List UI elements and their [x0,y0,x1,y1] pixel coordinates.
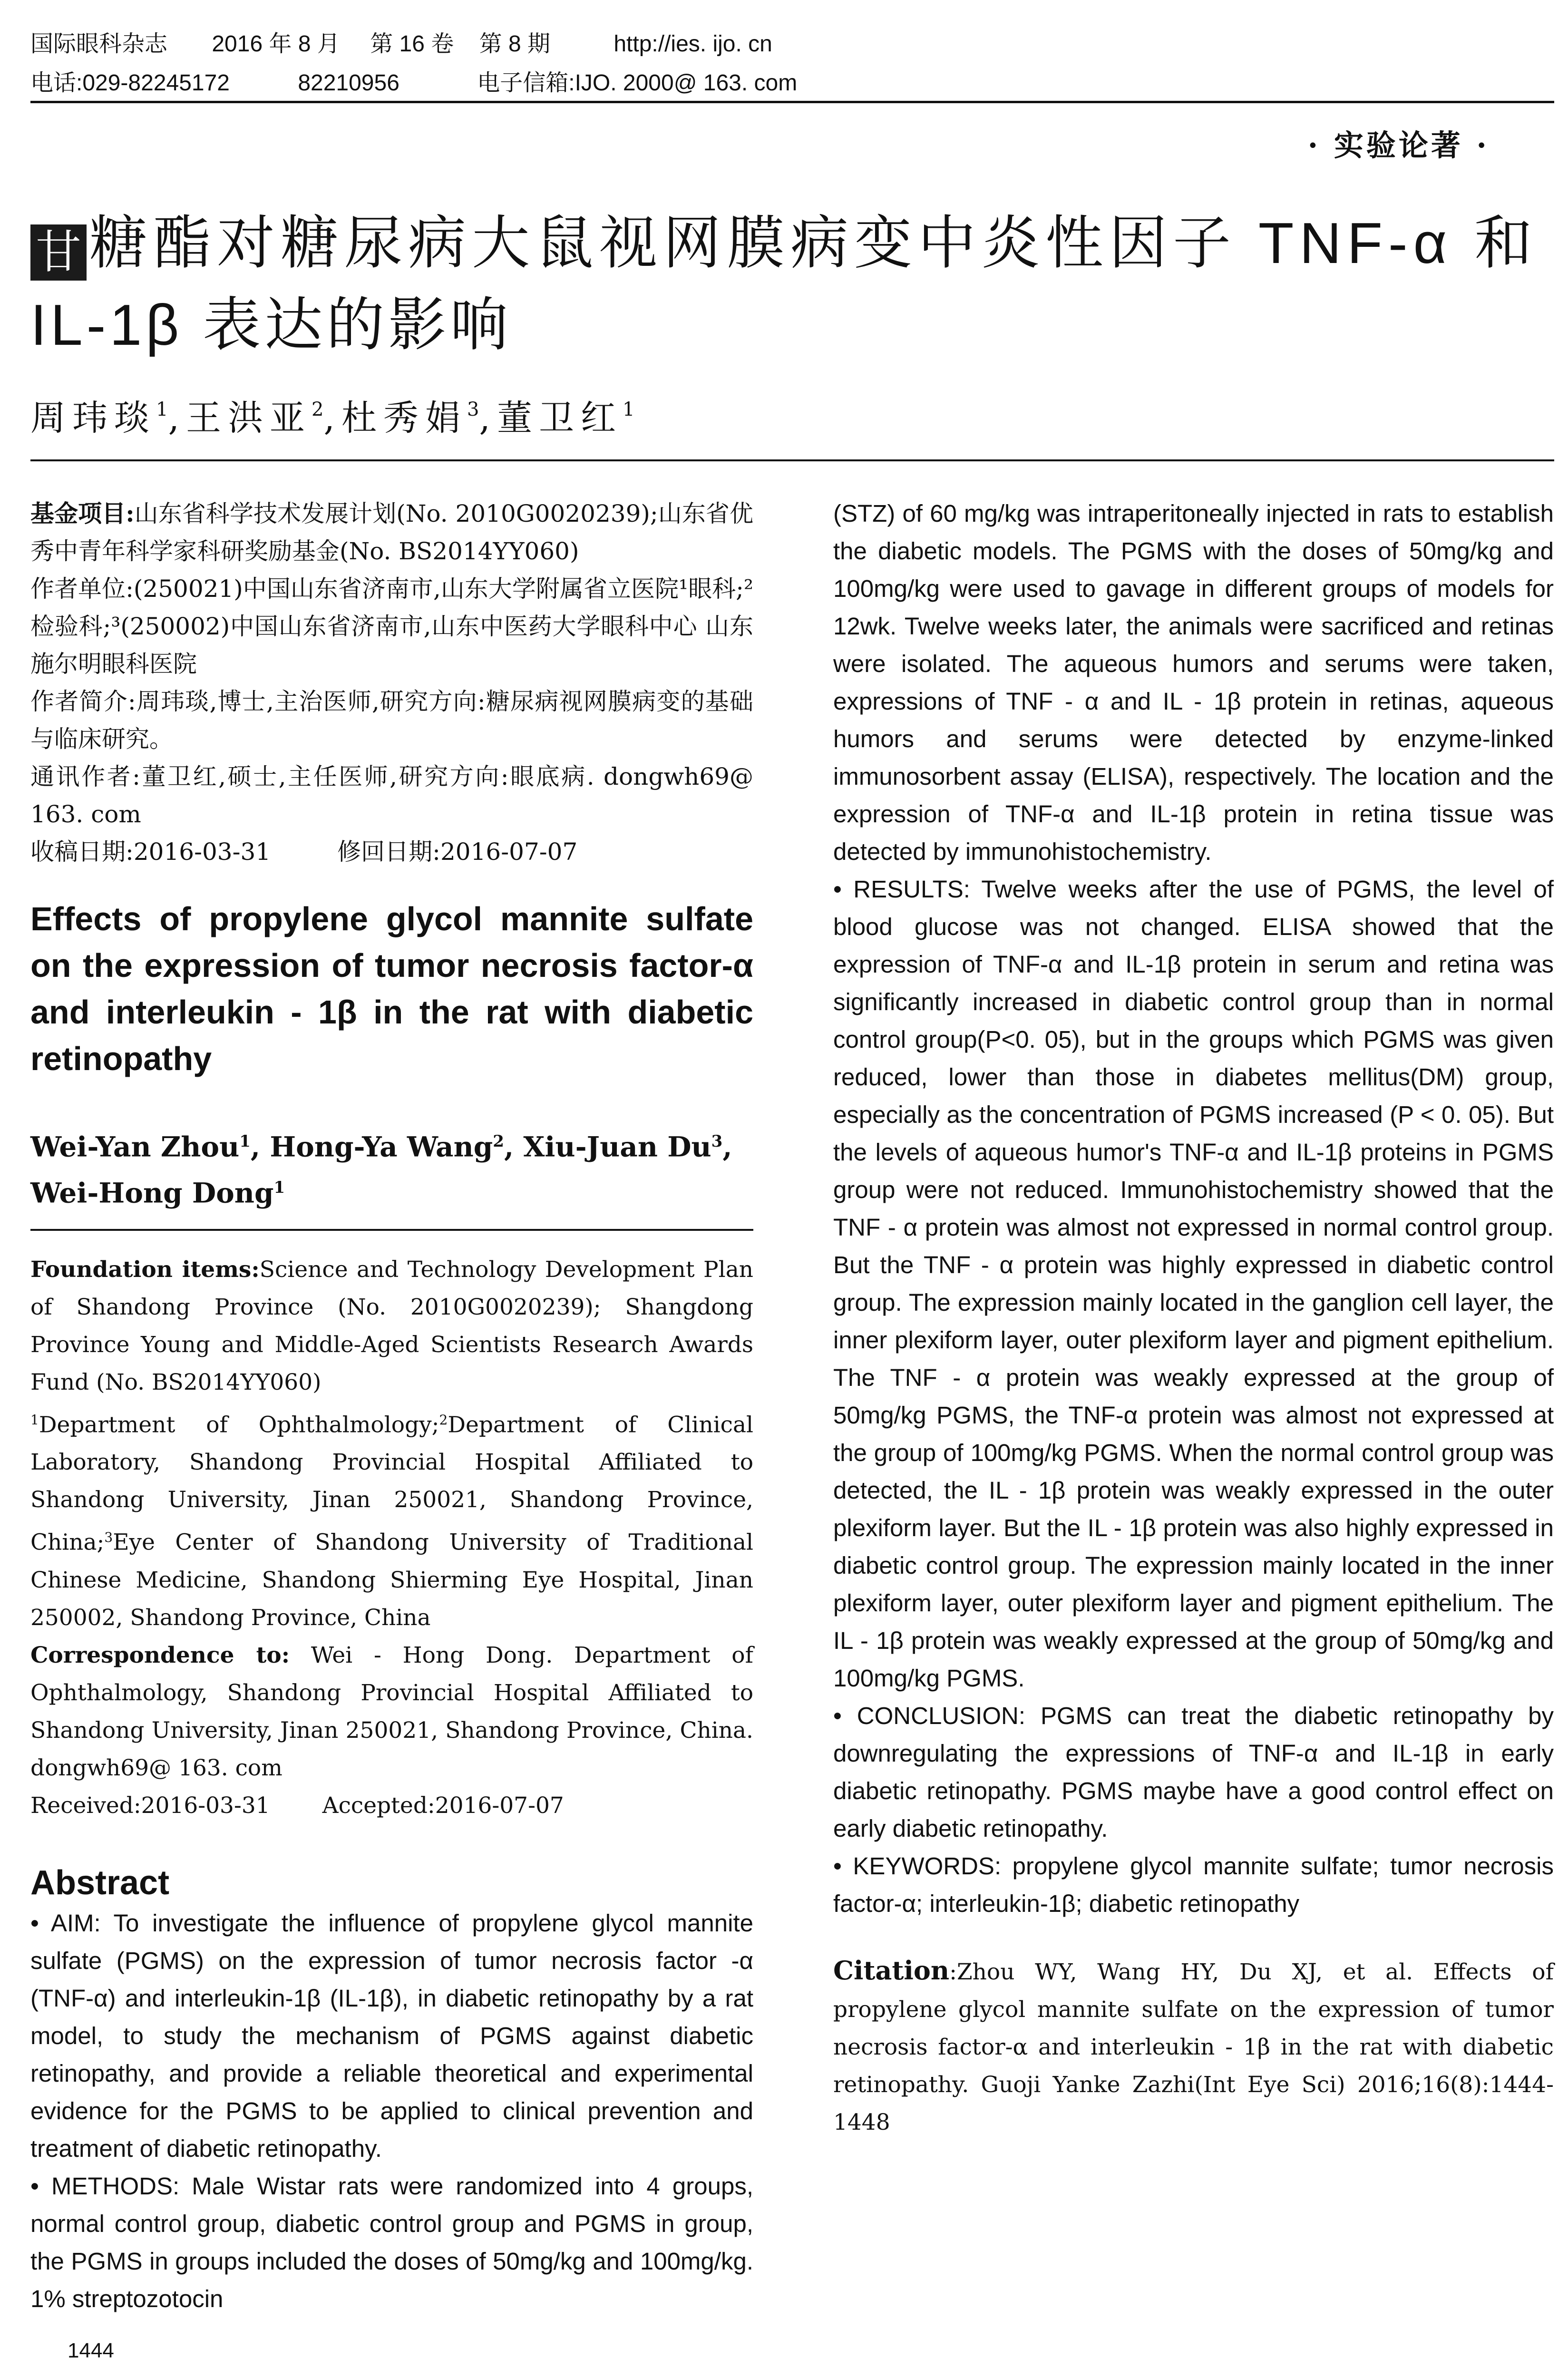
header-rule [30,101,1554,103]
author-name: 董卫红 [497,398,623,438]
section-label: · 实验论著 · [1307,128,1490,163]
abstract-keywords: • KEYWORDS: propylene glycol mannite sulfate; tumor necrosis factor-α; interleukin-1β; diabetic retinopathy [833,1852,1554,1917]
correspondence-label-en: Correspondence to: [30,1642,290,1668]
fund-text-cn: 山东省科学技术发展计划(No. 2010G0020239);山东省优秀中青年科学家科研奖励基金(No. BS2014YY060) [30,500,753,565]
accepted-date-en: Accepted:2016-07-07 [322,1792,564,1819]
journal-header [30,25,1552,103]
left-column [30,495,753,2318]
fund-label-cn: 基金项目: [30,499,135,527]
journal-url[interactable]: http://ies. ijo. cn [614,31,772,57]
author-bio-cn: 作者简介:周玮琰,博士,主治医师,研究方向:糖尿病视网膜病变的基础与临床研究。 [30,688,753,753]
phone: 电话:029-82245172 [30,70,230,96]
author-affiliation-mark: 3 [711,1132,723,1151]
abstract-right [833,495,1554,1922]
fund-label-en: Foundation items: [30,1256,260,1283]
author-en: Wei-Yan Zhou [30,1130,240,1163]
author-name: 周玮琰 [30,398,156,438]
author-en: Hong-Ya Wang [270,1130,493,1163]
author-affiliation-mark: 2 [493,1132,504,1151]
received-date-en: Received:2016-03-31 [30,1792,270,1819]
affiliation-2: Department of Clinical Laboratory, Shandong Provincial Hospital Affiliated to Shandong University, Jinan 250021, Shandong Province, China; [30,1412,753,1556]
abstract-methods-part-2: (STZ) of 60 mg/kg was intraperitoneally injected in rats to establish the diabetic models. The PGMS with the doses of 50mg/kg and 100mg/kg were used to gavage in different groups of models for 12wk. Twelve weeks later, the animals were sacrificed and retinas were isolated. The aqueous humors and serums were taken, expressions of TNF - α and IL - 1β protein in retinas, aqueous humors and serums were detected by enzyme-linked immunosorbent assay (ELISA), respectively. The location and the expression of TNF-α and IL-1β protein in retina tissue was detected by immunohistochemistry. [833,500,1554,865]
abstract-aim: • AIM: To investigate the influence of propylene glycol mannite sulfate (PGMS) on the expression of tumor necrosis factor -α (TNF-α) and interleukin-1β (IL-1β), in diabetic retinopathy by a rat model, to study the mechanism of PGMS against diabetic retinopathy, and provide a reliable theoretical and experimental evidence for the PGMS to be applied to clinical prevention and treatment of diabetic retinopathy. [30,1909,753,2162]
journal-email[interactable]: 电子信箱:IJO. 2000@ 163. com [477,70,798,96]
abstract-conclusion: • CONCLUSION: PGMS can treat the diabetic retinopathy by downregulating the expressions of TNF-α and IL-1β in early diabetic retinopathy. PGMS maybe have a good control effect on early diabetic retinopathy. [833,1702,1554,1842]
correspondence-text-en: Wei - Hong Dong. Department of Ophthalmology, Shandong Provincial Hospital Affiliated to Shandong University, Jinan 250021, Shandong Province, China. dongwh69@ 163. com [30,1642,753,1781]
abstract-heading: Abstract [30,1863,170,1902]
authors-rule [30,459,1554,461]
title-line-2: IL-1β 表达的影响 [30,292,512,357]
column-rule [30,1229,753,1231]
english-title: Effects of propylene glycol mannite sulfate on the expression of tumor necrosis factor-α and interleukin - 1β in the rat with diabetic retinopathy [30,900,753,1077]
volume: 第 16 卷 [370,31,454,57]
right-column [833,495,1554,2141]
author-affiliation-mark: 2 [311,399,324,420]
title-mark-icon: 甘 [30,224,87,281]
authors-cn: 周玮琰$^1$,王洪亚$^2$,杜秀娟$^3$,董卫红$^1$ [30,398,635,438]
journal-name: 国际眼科杂志 [30,31,168,57]
affiliation-1: Department of Ophthalmology; [39,1412,439,1438]
author-affiliation-mark: 3 [467,399,479,420]
title-line-1: 糖酯对糖尿病大鼠视网膜病变中炎性因子 TNF-α 和 [89,211,1539,275]
citation-text: :Zhou WY, Wang HY, Du XJ, et al. Effects of propylene glycol mannite sulfate on the expression of tumor necrosis factor-α and interleukin - 1β in the rat with diabetic retinopathy. Guoji Yanke Zazhi(Int Eye Sci) 2016;16(8):1444-1448 [833,1959,1554,2135]
fund-text-en: Science and Technology Development Plan of Shandong Province (No. 2010G0020239); Shangdong Province Young and Middle-Aged Scientists Research Awards Fund (No. BS2014YY060) [30,1256,753,1395]
issue-date: 2016 年 8 月 [212,31,340,57]
author-name: 王洪亚 [185,398,312,438]
phone-2: 82210956 [298,70,399,96]
abstract-methods-part-1: • METHODS: Male Wistar rats were randomized into 4 groups, normal control group, diabetic control group and PGMS in group, the PGMS in groups included the doses of 50mg/kg and 100mg/kg. 1% streptozotocin [30,2172,753,2312]
author-affiliation-mark: 1 [156,399,168,420]
author-affiliation-mark: 1 [273,1178,285,1198]
author-units-cn: 作者单位:(250021)中国山东省济南市,山东大学附属省立医院¹眼科;²检验科;³(250002)中国山东省济南市,山东中医药大学眼科中心 山东施尔明眼科医院 [30,575,753,678]
abstract-left [30,1904,753,2318]
author-en: Wei-Hong Dong [30,1177,274,1209]
authors-en: Wei-Yan Zhou$^1$, Hong-Ya Wang$^2$, Xiu-Juan Du$^3$, Wei-Hong Dong$^1$ [30,1130,732,1209]
citation-label: Citation [833,1955,950,1986]
citation [833,1952,1554,2141]
author-affiliation-mark: 1 [622,399,635,420]
english-metadata: Foundation items:Science and Technology Development Plan of Shandong Province (No. 2010G0020239); Shangdong Province Young and Middle-Aged Scientists Research Awards Fund (No. BS2014YY060) $^1$Department of Ophthalmology;$^2$Department of Clinical Laboratory, Shandong Provincial Hospital Affiliated to Shandong University, Jinan 250021, Shandong Province, China;$^3$Eye Center of Shandong University of Traditional Chinese Medicine, Shandong Shierming Eye Hospital, Jinan 250002, Shandong Province, China Correspondence to: Wei - Hong Dong. Department of Ophthalmology, Shandong Provincial Hospital Affiliated to Shandong University, Jinan 250021, Shandong Province, China. dongwh69@ 163. com Received:2016-03-31 Accepted:2016-07-07 [30,1256,753,1819]
page-number: 1444 [68,2339,114,2362]
author-name: 杜秀娟 [341,398,467,438]
author-affiliation-mark: 1 [239,1132,251,1151]
affiliation-3: Eye Center of Shandong University of Traditional Chinese Medicine, Shandong Shierming Eye Hospital, Jinan 250002, Shandong Province, China [30,1529,753,1631]
author-en: Xiu-Juan Du [523,1130,711,1163]
received-date-cn: 收稿日期:2016-03-31 [30,838,271,866]
revised-date-cn: 修回日期:2016-07-07 [337,838,578,866]
article-title [30,202,1557,366]
correspondence-cn: 通讯作者:董卫红,硕士,主任医师,研究方向:眼底病. dongwh69@ 163. com [30,763,753,828]
chinese-metadata [30,495,753,871]
issue: 第 8 期 [479,31,550,57]
abstract-results: • RESULTS: Twelve weeks after the use of PGMS, the level of blood glucose was not changed. ELISA showed that the expression of TNF-α and IL-1β protein in serum and retina was significantly increased in diabetic control group than in normal control group(P<0. 05), but in the groups which PGMS was given reduced, lower than those in diabetes mellitus(DM) group, especially as the concentration of PGMS increased (P < 0. 05). But the levels of aqueous humor's TNF-α and IL-1β proteins in PGMS group were not reduced. Immunohistochemistry showed that the TNF - α protein was almost not expressed in normal control group. But the TNF - α protein was highly expressed in diabetic control group. The expression mainly located in the ganglion cell layer, the inner plexiform layer, outer plexiform layer and pigment epithelium. The TNF - α protein was weakly expressed at the group of 50mg/kg PGMS, the TNF-α protein was almost not expressed at the group of 100mg/kg PGMS. When the normal control group was detected, the IL - 1β protein was weakly expressed in the outer plexiform layer. But the IL - 1β protein was also highly expressed in diabetic control group. The expression mainly located in the inner plexiform layer, outer plexiform layer and pigment epithelium. The IL - 1β protein was weakly expressed at the group of 50mg/kg and 100mg/kg PGMS. [833,876,1554,1692]
